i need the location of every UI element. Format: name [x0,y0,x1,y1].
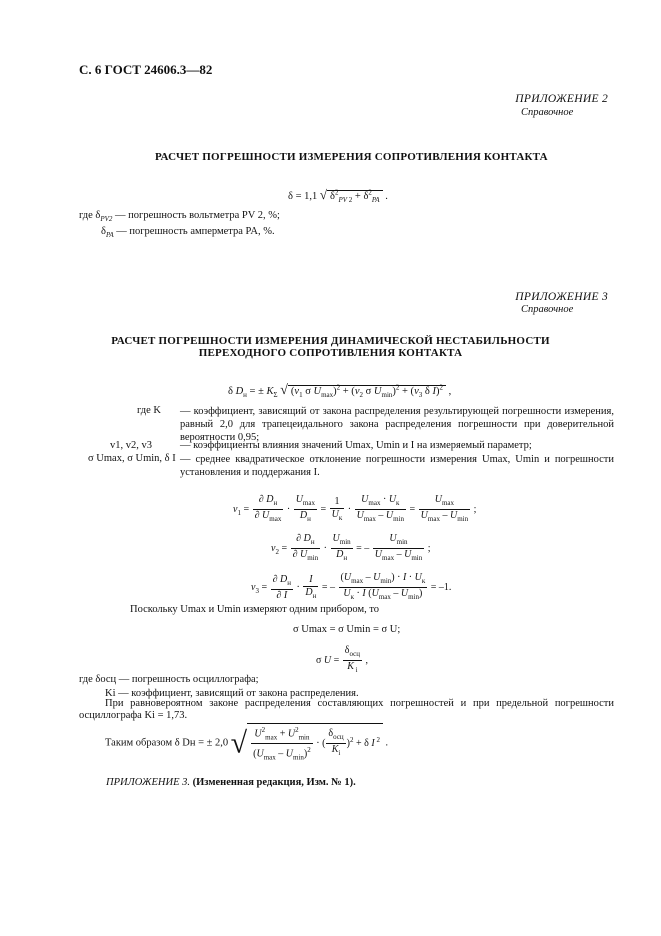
def-sigma-symbol: σ Umax, σ Umin, δ I [88,453,176,464]
formula-delta: δ = 1,1 √ $\delta^2_{PV 2} + \delta^2_{PA}$ . [288,187,388,205]
def-sigma-text: — среднее квадратическое отклонение погрешности измерения Umax, Umin и погрешности установления и поддержания I. [180,454,614,478]
formula-v1: $v_1$ = $\frac{\partial D_н}{\partial U_{max}}$ · $\frac{U_{max}}{D_н}$ = $\frac{1}{U_к}$ · $\frac{U_{max} \cdot U_к}{U_{max} - U_{min}}$ = $\frac{U_{max}}{U_{max} - U_{min}}$ ; [233,494,477,523]
formula-final: Таким образом δ Dн = ± 2,0 √ $\frac{U^2_{max} + U^2_{min}}{(U_{max} - U_{min})^2}$ · ( $\frac{\delta_{осц}}{K_i}$ )$^2$ + δ I $^2$ . [105,723,388,764]
def-k-text: — коэффициент, зависящий от закона распределения результирующей погрешности измерения, равный 2,0 для трапецеидального закона распределения погрешности при доверительной вероятности 0,95; [180,406,614,443]
appendix-3-ref: Справочное [521,304,574,315]
formula-v2: $v_2$ = $\frac{\partial D_н}{\partial U_{min}}$ · $\frac{U_{min}}{D_н}$ = – $\frac{U_{min}}{U_{max} - U_{min}}$ ; [271,533,431,562]
appendix-2-title: РАСЧЕТ ПОГРЕШНОСТИ ИЗМЕРЕНИЯ СОПРОТИВЛЕНИЯ КОНТАКТА [155,151,548,163]
formula-v3: $v_3$ = $\frac{\partial D_н}{\partial I}$ · $\frac{I}{D_н}$ = – $\frac{(U_{max} - U_{min}) \cdot I \cdot U_к}{U_к \cdot I (U_{max} - U_{min})}$ = –1. [251,572,452,601]
formula-sigma-u: σ U = $\frac{\delta_{осц}}{K _i}$ , [316,645,369,674]
where-osc: где δосц — погрешность осциллографа; [79,674,259,685]
para-equiprobable: При равновероятном законе распределения составляющих погрешностей и при предельной погрешности осциллографа Ki = 1,73. [79,698,614,721]
appendix-3-label: ПРИЛОЖЕНИЕ 3 [515,291,608,303]
appendix-3-title-1: РАСЧЕТ ПОГРЕШНОСТИ ИЗМЕРЕНИЯ ДИНАМИЧЕСКОЙ НЕСТАБИЛЬНОСТИ [111,335,550,347]
since-text: Поскольку Umax и Umin измеряют одним прибором, то [130,604,380,615]
appendix-2-ref: Справочное [521,107,574,118]
page-header: С. 6 ГОСТ 24606.3—82 [79,62,213,77]
def-v-text: — коэффициенты влияния значений Umax, Umin и I на измеряемый параметр; [180,440,532,451]
appendix-3-title-2: ПЕРЕХОДНОГО СОПРОТИВЛЕНИЯ КОНТАКТА [198,347,463,359]
appendix-2-label: ПРИЛОЖЕНИЕ 2 [515,93,608,105]
def-k-symbol: где K [137,405,161,416]
where-pv2: где $\delta_{PV2}$ — погрешность вольтметра PV 2, %; [79,210,280,224]
eq-sigma-u: σ Umax = σ Umin = σ U; [293,624,401,635]
footnote: ПРИЛОЖЕНИЕ 3. (Измененная редакция, Изм. № 1). [106,777,356,788]
formula-dn: δ $D_н$ = ± $K_\Sigma$ √ ($v_1$ σ $U_{max})^2 + (v_2$ σ $U_{min})^2 + (v_3$ δ I)$^2$ , [228,383,452,400]
where-pa: $\delta_{PA}$ — погрешность амперметра PA, %. [101,226,275,240]
where-ki: Ki — коэффициент, зависящий от закона распределения. [105,688,359,699]
def-v-symbol: v1, v2, v3 [110,440,152,451]
